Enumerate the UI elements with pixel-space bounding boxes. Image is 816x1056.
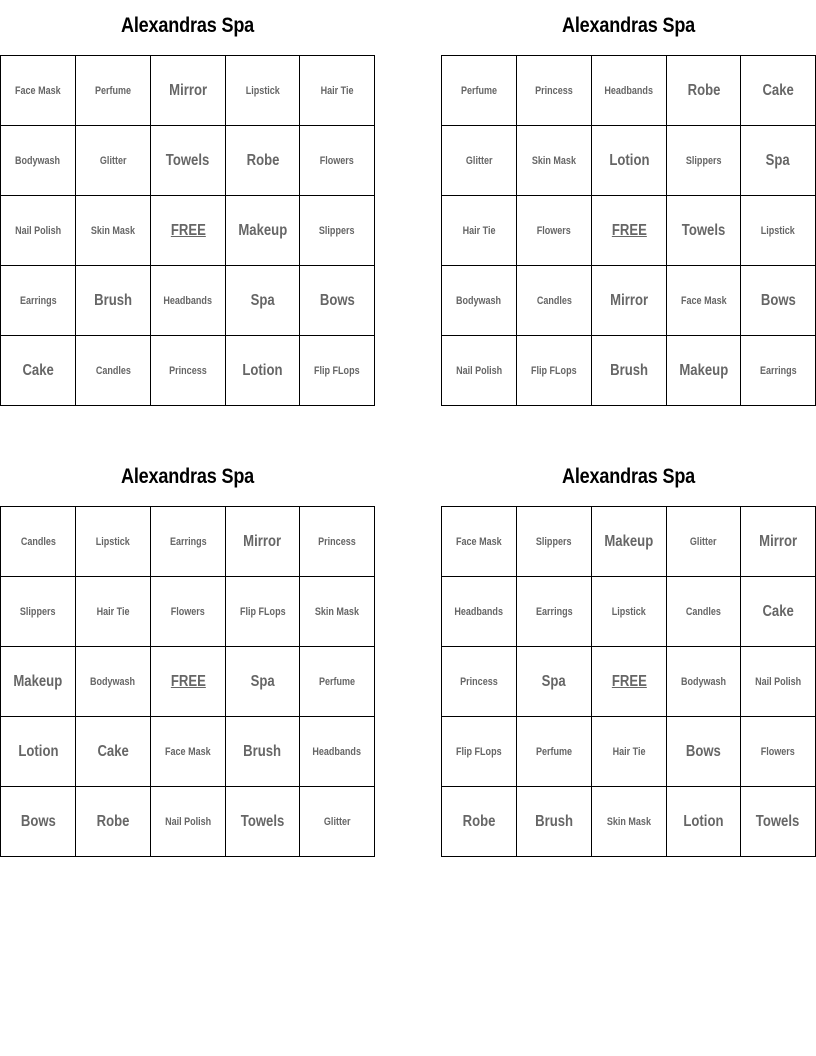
bingo-cell-text: Face Mask — [680, 294, 727, 307]
bingo-cell-text: Slippers — [20, 605, 56, 618]
bingo-cell-text: Flip FLops — [314, 364, 360, 377]
bingo-cell — [1, 266, 76, 336]
bingo-cell-text: Face Mask — [456, 535, 502, 548]
bingo-cell-text: Princess — [460, 675, 498, 688]
bingo-cell — [151, 126, 226, 196]
bingo-cell-text: Lotion — [17, 742, 59, 760]
bingo-cell — [300, 196, 375, 266]
bingo-cell-text: Brush — [535, 812, 573, 830]
bingo-cell-text: Glitter — [323, 815, 351, 828]
bingo-cell-text: Towels — [166, 151, 210, 169]
bingo-cell-text: Perfume — [94, 84, 132, 97]
bingo-cell — [151, 266, 226, 336]
bingo-cell — [300, 787, 375, 857]
bingo-cell — [226, 577, 300, 647]
bingo-cell-text: Hair Tie — [96, 605, 130, 618]
bingo-cell-text: Flowers — [536, 224, 572, 237]
bingo-cell — [592, 717, 667, 787]
bingo-cell — [442, 717, 517, 787]
bingo-cell — [517, 196, 592, 266]
bingo-cell — [442, 336, 517, 406]
bingo-cell-text: FREE — [611, 672, 647, 690]
bingo-cell — [592, 507, 667, 577]
bingo-cell-text: Candles — [20, 535, 56, 548]
bingo-cell-text: Makeup — [604, 532, 654, 550]
bingo-cell — [741, 56, 816, 126]
bingo-cell-text: Princess — [535, 84, 573, 97]
bingo-cell — [442, 647, 517, 717]
bingo-cell — [592, 787, 667, 857]
bingo-cell — [1, 126, 76, 196]
bingo-cell-text: Brush — [94, 291, 132, 309]
bingo-cell — [1, 577, 76, 647]
bingo-cell — [517, 647, 592, 717]
bingo-cell — [76, 56, 151, 126]
bingo-cell — [517, 336, 592, 406]
bingo-cell — [300, 336, 375, 406]
bingo-cell-text: Glitter — [99, 154, 127, 167]
bingo-grid — [0, 506, 375, 857]
bingo-cell-text: Hair Tie — [612, 745, 646, 758]
bingo-cell-text: Bodywash — [90, 675, 136, 688]
bingo-cell-text: Headbands — [163, 294, 213, 307]
bingo-cell — [1, 717, 76, 787]
bingo-cell — [442, 787, 517, 857]
bingo-cell — [741, 266, 816, 336]
bingo-cell — [667, 577, 741, 647]
bingo-cell — [517, 717, 592, 787]
bingo-cell — [667, 717, 741, 787]
bingo-cell-text: Bodywash — [15, 154, 61, 167]
bingo-cell-text: Bows — [20, 812, 56, 830]
bingo-cell-text: Nail Polish — [14, 224, 62, 237]
bingo-cell — [76, 126, 151, 196]
bingo-cell-text: Earrings — [535, 605, 573, 618]
bingo-cell — [741, 647, 816, 717]
bingo-cell-text: Princess — [318, 535, 356, 548]
bingo-cell — [226, 126, 300, 196]
bingo-cell — [667, 266, 741, 336]
bingo-cell-text: Cake — [762, 81, 794, 99]
card-title: Alexandras Spa — [120, 465, 255, 488]
bingo-cell-text: Perfume — [535, 745, 573, 758]
bingo-cell — [1, 196, 76, 266]
bingo-cell-text: Cake — [762, 602, 794, 620]
bingo-cell — [741, 126, 816, 196]
bingo-cell-text: Skin Mask — [90, 224, 136, 237]
bingo-cell-text: Headbands — [454, 605, 504, 618]
bingo-cell-text: Lipstick — [245, 84, 280, 97]
bingo-cell — [741, 577, 816, 647]
bingo-cell — [76, 266, 151, 336]
bingo-cell — [151, 507, 226, 577]
bingo-cell-text: Lotion — [242, 361, 283, 379]
bingo-cell-text: Cake — [97, 742, 129, 760]
bingo-cell-text: Makeup — [679, 361, 728, 379]
bingo-cell-text: Bodywash — [456, 294, 502, 307]
bingo-cell — [76, 787, 151, 857]
bingo-cell — [300, 507, 375, 577]
bingo-cell — [300, 266, 375, 336]
bingo-cell — [592, 577, 667, 647]
bingo-grid — [441, 506, 816, 857]
bingo-cell-text: Hair Tie — [462, 224, 496, 237]
bingo-cell — [667, 336, 741, 406]
bingo-cell — [517, 56, 592, 126]
bingo-cell — [226, 717, 300, 787]
bingo-cell — [151, 577, 226, 647]
bingo-cell-text: Towels — [681, 221, 726, 239]
bingo-cell-text: Princess — [169, 364, 207, 377]
bingo-cell-text: Skin Mask — [531, 154, 577, 167]
bingo-cell-text: Earrings — [169, 535, 207, 548]
bingo-cell-text: Face Mask — [15, 84, 61, 97]
bingo-cell — [517, 266, 592, 336]
bingo-cell-text: Mirror — [610, 291, 648, 309]
bingo-cell — [667, 196, 741, 266]
bingo-cell-text: Spa — [250, 291, 275, 309]
bingo-cell — [592, 336, 667, 406]
bingo-cell — [76, 577, 151, 647]
bingo-cell-text: Headbands — [604, 84, 654, 97]
bingo-cell-text: Bows — [685, 742, 721, 760]
bingo-cell — [442, 196, 517, 266]
bingo-cell — [226, 266, 300, 336]
bingo-cell-text: Candles — [95, 364, 131, 377]
bingo-cell — [592, 56, 667, 126]
bingo-cell-text: Hair Tie — [320, 84, 354, 97]
bingo-cell-text: Perfume — [318, 675, 356, 688]
free-space-cell — [151, 647, 226, 717]
bingo-cell-text: Skin Mask — [314, 605, 360, 618]
bingo-cell — [517, 507, 592, 577]
bingo-grid — [0, 55, 375, 406]
bingo-cell — [1, 647, 76, 717]
bingo-cell — [667, 507, 741, 577]
bingo-cell-text: Robe — [96, 812, 130, 830]
bingo-cell — [442, 56, 517, 126]
free-space-cell — [151, 196, 226, 266]
bingo-cell-text: Brush — [610, 361, 648, 379]
bingo-cell-text: Spa — [765, 151, 791, 169]
bingo-cell — [226, 507, 300, 577]
bingo-cell-text: Nail Polish — [754, 675, 802, 688]
bingo-cell-text: Earrings — [759, 364, 797, 377]
bingo-cell — [1, 507, 76, 577]
bingo-cell-text: Flip FLops — [531, 364, 577, 377]
bingo-cell-text: Brush — [243, 742, 282, 760]
bingo-cell-text: Bows — [319, 291, 355, 309]
free-space-cell — [592, 196, 667, 266]
bingo-cell-text: Skin Mask — [606, 815, 652, 828]
bingo-cell-text: Slippers — [685, 154, 722, 167]
bingo-cell — [76, 507, 151, 577]
bingo-cell-text: Earrings — [19, 294, 57, 307]
bingo-cell-text: Bows — [760, 291, 796, 309]
bingo-cell — [741, 336, 816, 406]
bingo-cell — [76, 336, 151, 406]
bingo-cell — [442, 507, 517, 577]
bingo-cell — [1, 336, 76, 406]
card-title: Alexandras Spa — [120, 14, 255, 37]
bingo-cell-text: Candles — [685, 605, 722, 618]
bingo-cell — [442, 126, 517, 196]
bingo-cell-text: Towels — [240, 812, 285, 830]
bingo-cell-text: Flip FLops — [456, 745, 502, 758]
bingo-cell — [667, 56, 741, 126]
bingo-cell-text: Lipstick — [95, 535, 131, 548]
bingo-cell — [300, 717, 375, 787]
bingo-cell-text: Mirror — [243, 532, 282, 550]
bingo-cell — [151, 787, 226, 857]
bingo-cell — [592, 266, 667, 336]
bingo-cell-text: Lotion — [683, 812, 724, 830]
bingo-cell — [226, 647, 300, 717]
bingo-cell — [226, 336, 300, 406]
bingo-cell-text: Mirror — [759, 532, 797, 550]
bingo-cell-text: Spa — [250, 672, 275, 690]
bingo-cell — [76, 647, 151, 717]
bingo-cell — [741, 717, 816, 787]
bingo-cell — [741, 787, 816, 857]
bingo-cell-text: Cake — [22, 361, 54, 379]
bingo-cell-text: FREE — [611, 221, 647, 239]
bingo-cell-text: FREE — [170, 221, 206, 239]
bingo-cell — [667, 126, 741, 196]
bingo-cell — [667, 647, 741, 717]
bingo-cell-text: Towels — [756, 812, 800, 830]
bingo-cell-text: Flowers — [760, 745, 796, 758]
bingo-cell-text: Headbands — [312, 745, 362, 758]
bingo-cell-text: Perfume — [460, 84, 498, 97]
bingo-cell — [517, 126, 592, 196]
bingo-cell-text: Spa — [541, 672, 567, 690]
bingo-cell-text: Robe — [246, 151, 279, 169]
bingo-cell — [151, 56, 226, 126]
bingo-cell — [517, 787, 592, 857]
bingo-cell — [1, 56, 76, 126]
bingo-cell — [226, 787, 300, 857]
bingo-cell-text: Slippers — [319, 224, 355, 237]
bingo-cell — [442, 266, 517, 336]
bingo-cell-text: Makeup — [238, 221, 287, 239]
bingo-cell — [517, 577, 592, 647]
bingo-cell-text: FREE — [170, 672, 206, 690]
bingo-cell — [226, 196, 300, 266]
bingo-cell — [741, 196, 816, 266]
bingo-cell — [300, 56, 375, 126]
bingo-cell-text: Bodywash — [680, 675, 727, 688]
bingo-cell — [300, 647, 375, 717]
bingo-cell — [76, 717, 151, 787]
bingo-cell-text: Glitter — [465, 154, 493, 167]
bingo-cell — [151, 336, 226, 406]
bingo-cell-text: Slippers — [536, 535, 572, 548]
bingo-cell-text: Lipstick — [760, 224, 796, 237]
bingo-cell — [300, 577, 375, 647]
bingo-cell-text: Makeup — [13, 672, 63, 690]
bingo-cell — [76, 196, 151, 266]
bingo-cell-text: Nail Polish — [455, 364, 503, 377]
bingo-cell-text: Robe — [462, 812, 496, 830]
bingo-cell — [226, 56, 300, 126]
bingo-cell-text: Face Mask — [165, 745, 211, 758]
bingo-cell-text: Nail Polish — [164, 815, 212, 828]
bingo-cell-text: Lipstick — [611, 605, 647, 618]
bingo-cell-text: Flowers — [170, 605, 206, 618]
bingo-cell — [741, 507, 816, 577]
bingo-cell — [592, 126, 667, 196]
bingo-cell — [300, 126, 375, 196]
bingo-cell-text: Lotion — [608, 151, 650, 169]
bingo-cell-text: Flip FLops — [239, 605, 286, 618]
card-title: Alexandras Spa — [561, 14, 696, 37]
free-space-cell — [592, 647, 667, 717]
bingo-cell-text: Flowers — [319, 154, 355, 167]
bingo-cell-text: Robe — [687, 81, 720, 99]
bingo-cell-text: Glitter — [690, 535, 717, 548]
bingo-cell — [151, 717, 226, 787]
bingo-grid — [441, 55, 816, 406]
card-title: Alexandras Spa — [561, 465, 696, 488]
bingo-cell-text: Mirror — [169, 81, 207, 99]
bingo-cell-text: Candles — [536, 294, 572, 307]
bingo-cell — [1, 787, 76, 857]
bingo-cell — [442, 577, 517, 647]
bingo-cell — [667, 787, 741, 857]
